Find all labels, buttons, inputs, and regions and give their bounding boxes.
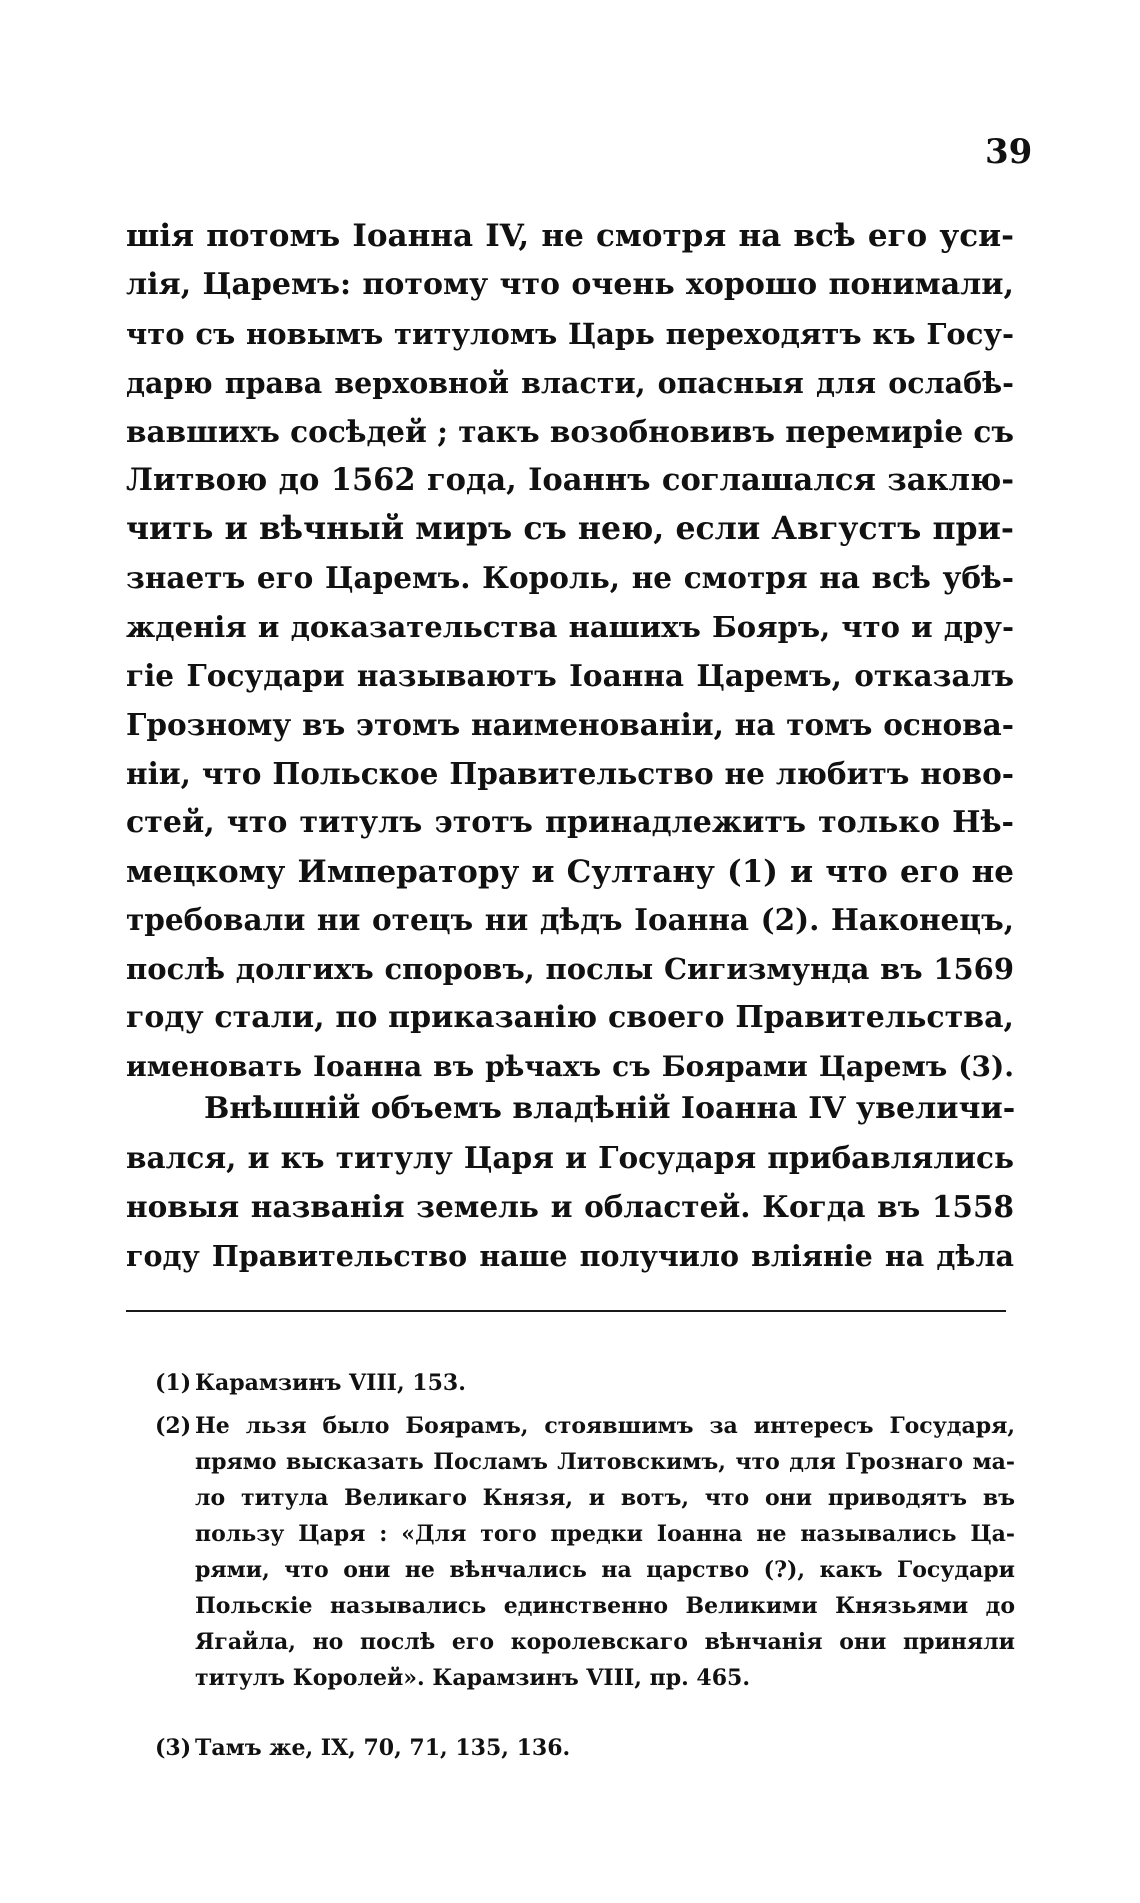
text-line: чить и вѣчный миръ съ нею, если Августъ при-: [126, 510, 1014, 548]
footnote-number: (2): [155, 1413, 192, 1439]
footnote-line: Польскіе назывались единственно Великими Князьями до: [195, 1593, 1015, 1619]
footnote-number: (1): [155, 1370, 192, 1396]
footnote-line: Ягайла, но послѣ его королевскаго вѣнчанія они приняли: [195, 1629, 1015, 1655]
footnote-line: Карамзинъ VIII, 153.: [195, 1370, 466, 1396]
page-number: 39: [985, 132, 1033, 172]
footnote-line: ло титула Великаго Князя, и вотъ, что они приводятъ въ: [195, 1485, 1015, 1511]
text-line: году стали, по приказанію своего Правительства,: [126, 1000, 1014, 1036]
text-line: гіе Государи называютъ Іоанна Царемъ, отказалъ: [126, 658, 1014, 694]
text-line: жденія и доказательства нашихъ Бояръ, что и дру-: [126, 610, 1014, 645]
text-line: дарю права верховной власти, опасныя для ослабѣ-: [126, 365, 1014, 400]
text-line: мецкому Императору и Султану (1) и что его не: [126, 853, 1014, 890]
footnote-line: Тамъ же, IX, 70, 71, 135, 136.: [195, 1735, 571, 1761]
text-line: новыя названія земель и областей. Когда въ 1558: [126, 1188, 1014, 1224]
text-line: стей, что титулъ этотъ принадлежитъ только Нѣ-: [126, 804, 1014, 840]
footnote-line: пользу Царя : «Для того предки Іоанна не назывались Ца-: [195, 1521, 1015, 1547]
text-line: лія, Царемъ: потому что очень хорошо понимали,: [126, 266, 1014, 302]
text-line: Грозному въ этомъ наименованіи, на томъ основа-: [126, 706, 1014, 742]
text-line: что съ новымъ титуломъ Царь переходятъ къ Госу-: [126, 316, 1014, 351]
footnote-line: прямо высказать Посламъ Литовскимъ, что для Грознаго ма-: [195, 1449, 1015, 1475]
text-line: шія потомъ Іоанна IV, не смотря на всѣ его уси-: [126, 218, 1014, 254]
text-line: знаетъ его Царемъ. Король, не смотря на всѣ убѣ-: [126, 560, 1014, 596]
text-line: Литвою до 1562 года, Іоаннъ соглашался заклю-: [126, 462, 1014, 499]
text-line: послѣ долгихъ споровъ, послы Сигизмунда въ 1569: [126, 952, 1014, 987]
footnote-line: титулъ Королей». Карамзинъ VIII, пр. 465.: [195, 1665, 751, 1691]
paragraph-1: [126, 212, 1014, 1092]
footnote-line: рями, что они не вѣнчались на царство (?), какъ Государи: [195, 1557, 1015, 1583]
text-line: вавшихъ сосѣдей ; такъ возобновивъ перемиріе съ: [126, 413, 1014, 449]
text-line: вался, и къ титулу Царя и Государя прибавлялись: [126, 1139, 1014, 1175]
text-line: году Правительство наше получило вліяніе на дѣла: [126, 1238, 1014, 1273]
paragraph-2: [126, 1085, 1014, 1281]
text-line: Внѣшній объемъ владѣній Іоанна IV увеличи-: [204, 1091, 1016, 1126]
footnote-number: (3): [155, 1735, 192, 1761]
footnote-separator: [126, 1310, 1006, 1312]
text-line: требовали ни отецъ ни дѣдъ Іоанна (2). Наконецъ,: [126, 902, 1014, 938]
text-line: именовать Іоанна въ рѣчахъ съ Боярами Царемъ (3).: [126, 1050, 1014, 1084]
text-line: ніи, что Польское Правительство не любитъ ново-: [126, 755, 1014, 791]
footnote-line: Не льзя было Боярамъ, стоявшимъ за интересъ Государя,: [195, 1413, 1015, 1439]
